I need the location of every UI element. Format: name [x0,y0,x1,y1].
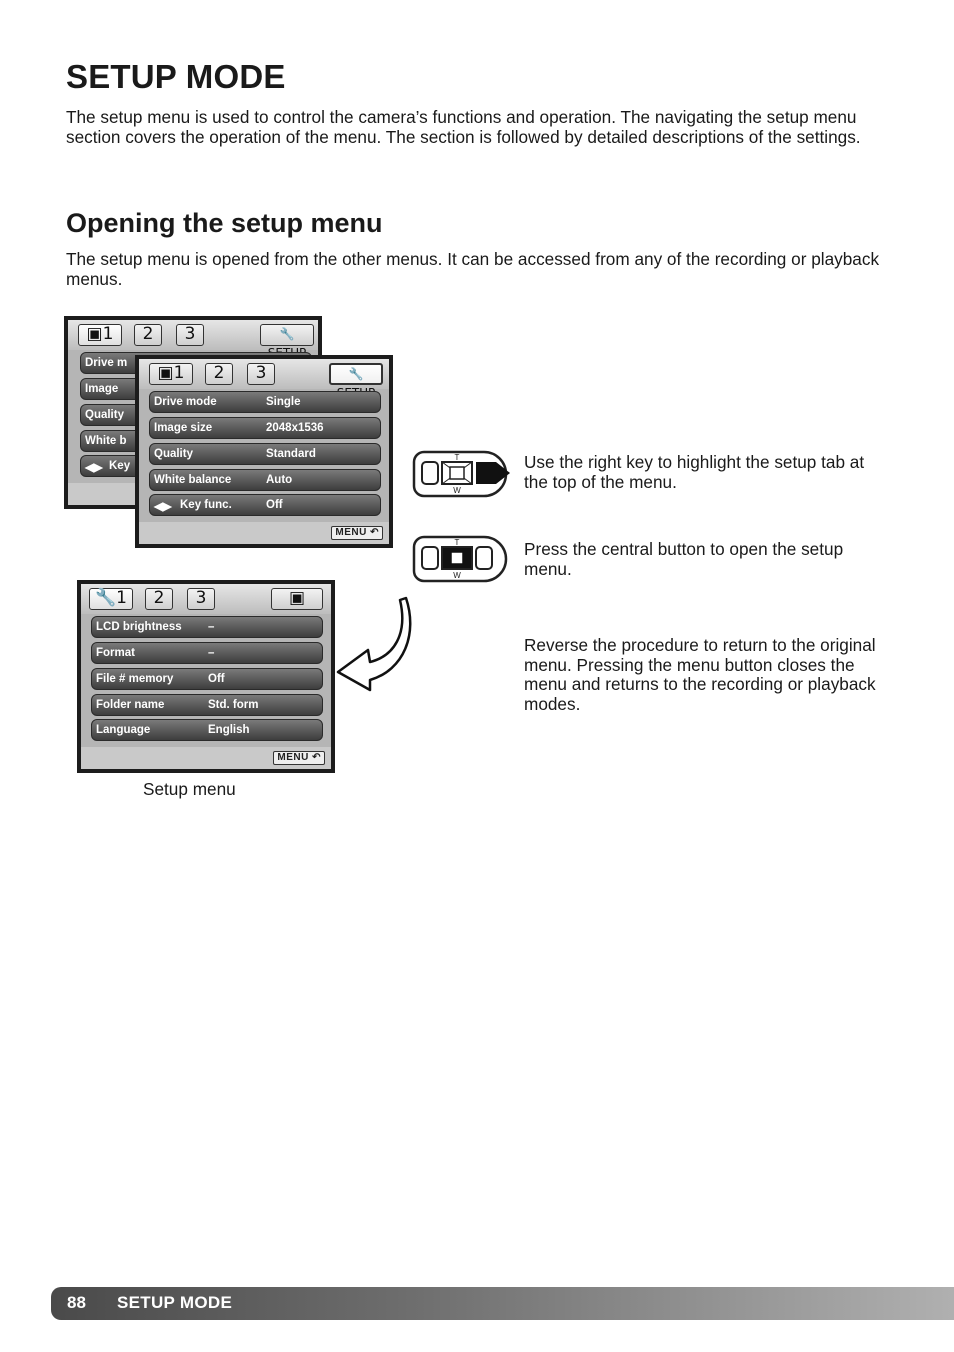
left-right-arrow-icon: ◀▶ [154,501,172,513]
camera-icon: ▣ [288,588,306,608]
tab-1: ▣1 [78,324,122,346]
tab-2: 2 [205,363,233,385]
controller-right-key-diagram [410,448,518,500]
menu-row: Language English [91,719,323,741]
tab-bar [68,320,318,350]
menu-row: Drive m [80,352,312,374]
menu-row: Quality [80,404,312,426]
tab-2: 2 [145,588,173,610]
left-right-arrow-icon: ◀▶ [85,462,103,474]
menu-row: White balance Auto [149,469,381,491]
wrench-icon: 🔧 [95,588,117,608]
tab-3: 3 [187,588,215,610]
tab-1: 🔧1 [89,588,133,610]
return-icon: ↶ [370,527,379,538]
setup-menu-screen [77,580,335,773]
return-icon: ↶ [312,752,321,763]
controller-center-button-diagram [410,533,510,585]
tab-2: 2 [134,324,162,346]
menu-button-indicator: MENU ↶ [331,526,383,540]
camera-icon: ▣ [86,324,103,344]
section-heading: Opening the setup menu [66,208,383,238]
tab-3: 3 [247,363,275,385]
tele-label: T [454,538,460,547]
tab-3: 3 [176,324,204,346]
footer-section-title: SETUP MODE [117,1293,233,1312]
menu-row: Folder name Std. form [91,694,323,716]
bottom-bar [139,522,389,544]
wide-label: W [453,486,461,495]
tab-bar [81,584,331,614]
camera-icon: ▣ [157,363,174,383]
menu-row: Quality Standard [149,443,381,465]
page-number: 88 [67,1293,86,1312]
menu-row: White b [80,430,312,452]
page-title: SETUP MODE [66,58,286,95]
menu-row: Drive mode Single [149,391,381,413]
tele-label: T [454,453,460,462]
page-footer [51,1287,954,1320]
instruction-center-button: Press the central button to open the setup menu. [524,539,844,579]
wrench-icon: 🔧 [348,367,364,381]
section-paragraph: The setup menu is opened from the other menus. It can be accessed from any of the recording or playback menus. [66,249,880,289]
wide-label: W [453,571,461,580]
tab-1: ▣1 [149,363,193,385]
recording-menu-screen-front [135,355,393,548]
menu-row: ◀▶ Key func. Off [149,494,381,516]
tab-bar [139,359,389,389]
instruction-reverse: Reverse the procedure to return to the original menu. Pressing the menu button closes the menu and returns to the recording or playback modes. [524,635,876,714]
intro-paragraph: The setup menu is used to control the camera’s functions and operation. The navigating the setup menu section covers the operation of the menu. The section is followed by detailed descriptions of the settings. [66,107,861,147]
menu-button-indicator: MENU ↶ [273,751,325,765]
bottom-bar [81,747,331,769]
menu-row: ◀▶ Key [80,455,312,477]
setup-menu-caption: Setup menu [143,779,236,799]
tab-setup [329,363,383,385]
tab-camera [271,588,323,610]
curved-arrow-icon [334,594,418,698]
menu-row: Image size 2048x1536 [149,417,381,439]
menu-row: Image [80,378,312,400]
tab-setup [260,324,314,346]
wrench-icon: 🔧 [279,327,295,341]
menu-row: LCD brightness – [91,616,323,638]
menu-row: Format – [91,642,323,664]
menu-row: File # memory Off [91,668,323,690]
instruction-right-key: Use the right key to highlight the setup tab at the top of the menu. [524,452,865,492]
